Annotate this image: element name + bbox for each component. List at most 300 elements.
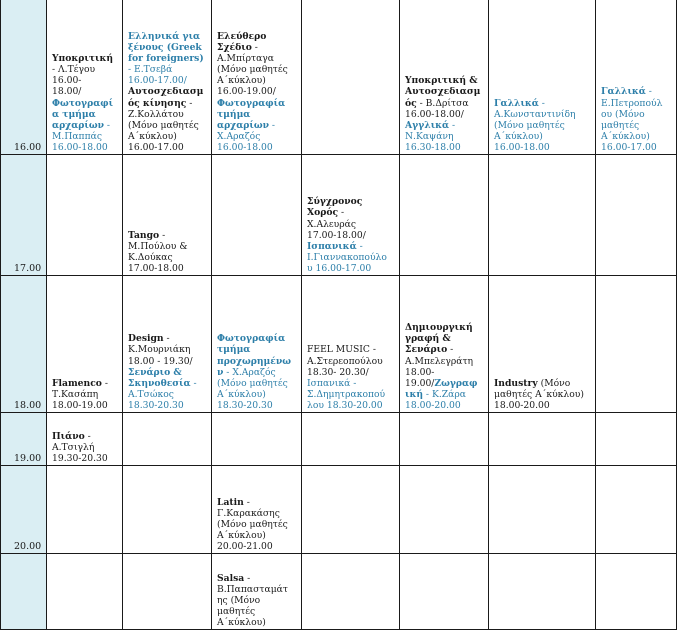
entry-line: [405, 131, 486, 142]
entry-text: Ε.Πετροπούλ: [601, 97, 663, 109]
schedule-cell: [123, 466, 212, 554]
entry-text: Α΄κύκλου): [217, 75, 266, 87]
class-entry: [217, 573, 299, 628]
entry-text: -: [369, 344, 376, 356]
entry-line: [217, 120, 299, 131]
schedule-cell: [47, 276, 123, 413]
schedule-cell: [489, 155, 596, 276]
entry-line: [601, 142, 674, 153]
entry-text: ξένους (Greek: [128, 42, 202, 54]
entry-text: Α΄κύκλου): [128, 130, 177, 142]
entry-line: [128, 31, 209, 42]
entry-text: Σενάριο &: [128, 366, 182, 378]
entry-line: [307, 241, 397, 252]
entry-line: [307, 196, 397, 207]
entry-line: [128, 64, 209, 75]
entry-text: Ελεύθερο: [217, 30, 267, 42]
entry-text: Φωτογραφία: [217, 97, 286, 109]
schedule-cell: [400, 0, 489, 155]
class-entry: [217, 497, 299, 552]
entry-text: λου 18.30-20.00: [307, 399, 383, 411]
class-entry: [405, 75, 486, 153]
entry-text: Φωτογραφί: [52, 97, 114, 109]
entry-line: [405, 98, 486, 109]
schedule-cell: [212, 413, 302, 466]
entry-text: προχωρημένω: [217, 355, 291, 367]
entry-line: [405, 120, 486, 131]
time-label: 20.00: [14, 541, 42, 552]
time-cell: [0, 155, 47, 276]
entry-line: [52, 142, 120, 153]
entry-line: [307, 378, 397, 389]
class-entry: [128, 31, 209, 153]
entry-text: Α.Τσώκος: [128, 388, 174, 400]
entry-text: Industry: [494, 377, 538, 389]
entry-text: τμήμα: [217, 108, 251, 120]
entry-text: -: [449, 119, 456, 131]
schedule-cell: [596, 466, 677, 554]
entry-line: [217, 31, 299, 42]
entry-text: -: [101, 377, 108, 389]
entry-text: Ελληνικά για: [128, 30, 201, 42]
entry-text: Αυτοσχεδιασμ: [128, 86, 204, 98]
entry-text: Α΄κύκλου): [217, 388, 266, 400]
entry-line: [307, 230, 397, 241]
entry-line: [494, 389, 593, 400]
entry-line: [128, 367, 209, 378]
entry-text: 18.00 - 19.30/: [128, 355, 193, 367]
schedule-cell: [489, 0, 596, 155]
time-cell: [0, 466, 47, 554]
entry-text: ός: [405, 97, 417, 109]
entry-text: Ι.Γιαννακοπούλο: [307, 251, 387, 263]
entry-line: [405, 333, 486, 344]
entry-text: Tango: [128, 229, 160, 241]
entry-text: Α΄κύκλου): [601, 130, 650, 142]
time-label: 17.00: [14, 263, 42, 274]
entry-line: [405, 142, 486, 153]
entry-line: [307, 252, 397, 263]
schedule-cell: [302, 466, 400, 554]
entry-line: [405, 400, 486, 411]
entry-text: 16.00-: [52, 75, 82, 87]
entry-line: [128, 400, 209, 411]
entry-text: (Μόνο μαθητές: [494, 119, 565, 131]
entry-text: (Μόνο μαθητές: [217, 377, 288, 389]
entry-text: 16.00-18.00/: [405, 108, 464, 120]
entry-line: [128, 131, 209, 142]
schedule-cell: [400, 155, 489, 276]
entry-line: [307, 389, 397, 400]
schedule-cell: [47, 413, 123, 466]
entry-line: [217, 333, 299, 344]
entry-line: [405, 356, 486, 367]
entry-line: [128, 75, 209, 86]
entry-text: ου (Μόνο: [601, 108, 645, 120]
entry-text: Α.Κωνσταντινίδη: [494, 108, 576, 120]
schedule-cell: [123, 276, 212, 413]
entry-line: [128, 378, 209, 389]
entry-text: -: [251, 42, 258, 54]
time-label: 16.00: [14, 142, 42, 153]
class-entry: [217, 31, 299, 153]
entry-line: [217, 530, 299, 541]
entry-text: Ν.Καψάνη: [405, 130, 454, 142]
entry-text: 16.00-17.00/: [128, 75, 187, 87]
entry-text: Γαλλικά: [494, 97, 539, 109]
schedule-cell: [302, 155, 400, 276]
entry-text: - Κ.Ζάρα: [423, 388, 466, 400]
schedule-cell: [596, 155, 677, 276]
entry-line: [217, 573, 299, 584]
entry-text: 19.00/: [405, 377, 435, 389]
entry-text: αρχαρίων: [217, 119, 269, 131]
schedule-cell: [212, 0, 302, 155]
entry-text: (Μόνο: [537, 377, 571, 389]
entry-text: -: [244, 572, 251, 584]
schedule-cell: [400, 466, 489, 554]
entry-line: [52, 378, 120, 389]
entry-text: 17.00-18.00: [128, 262, 184, 274]
entry-line: [494, 142, 593, 153]
class-entry: [494, 378, 593, 411]
entry-text: 18.30- 20.30/: [307, 366, 369, 378]
entry-line: [128, 263, 209, 274]
entry-text: -: [356, 240, 363, 252]
entry-text: Flamenco: [52, 377, 102, 389]
entry-line: [601, 120, 674, 131]
entry-text: - Β.Δρίτσα: [416, 97, 469, 109]
entry-line: [128, 333, 209, 344]
schedule-cell: [302, 276, 400, 413]
class-entry: [52, 53, 120, 153]
schedule-cell: [212, 466, 302, 554]
entry-line: [217, 519, 299, 530]
entry-text: 16.00-17.00: [601, 141, 657, 153]
entry-line: [217, 142, 299, 153]
class-entry: [494, 98, 593, 153]
entry-line: [128, 109, 209, 120]
entry-text: Σχέδιο: [217, 42, 252, 54]
entry-text: Γαλλικά: [601, 86, 646, 98]
entry-text: (Μόνο μαθητές: [217, 518, 288, 530]
entry-text: (Μόνο μαθητές: [217, 64, 288, 76]
entry-text: Ζ.Κολλάτου: [128, 108, 184, 120]
entry-line: [128, 241, 209, 252]
entry-text: Α.Μπίρταγα: [217, 53, 274, 65]
entry-text: -: [350, 377, 357, 389]
schedule-cell: [212, 554, 302, 630]
entry-text: Αυτοσχεδιασμ: [405, 86, 481, 98]
entry-text: -: [645, 86, 652, 98]
entry-line: [52, 131, 120, 142]
entry-text: 18.00-20.00: [405, 399, 461, 411]
entry-text: 16.00-18.00: [494, 141, 550, 153]
entry-text: Τ.Κασάπη: [52, 388, 99, 400]
entry-line: [494, 109, 593, 120]
entry-line: [307, 367, 397, 378]
entry-text: μαθητές Α΄κύκλου): [494, 388, 584, 400]
entry-text: α τμήμα: [52, 108, 96, 120]
entry-line: [52, 453, 120, 464]
entry-line: [494, 378, 593, 389]
schedule-cell: [123, 554, 212, 630]
entry-text: -: [190, 377, 197, 389]
entry-text: ική: [405, 388, 424, 400]
class-entry: [307, 196, 397, 274]
entry-text: Α΄κύκλου): [217, 529, 266, 541]
entry-line: [217, 98, 299, 109]
schedule-cell: [212, 276, 302, 413]
entry-line: [52, 98, 120, 109]
time-cell: [0, 276, 47, 413]
entry-text: -: [163, 333, 170, 345]
entry-line: [217, 109, 299, 120]
entry-text: Α.Στερεοπούλου: [307, 355, 383, 367]
entry-text: Μ.Πούλου &: [128, 240, 188, 252]
time-cell: [0, 0, 47, 155]
entry-text: 16.00-19.00/: [217, 86, 276, 98]
class-entry: [128, 333, 209, 411]
schedule-cell: [47, 554, 123, 630]
schedule-cell: [596, 276, 677, 413]
entry-text: Design: [128, 333, 164, 345]
entry-line: [217, 541, 299, 552]
entry-text: Α΄κύκλου): [494, 130, 543, 142]
time-label: 19.00: [14, 453, 42, 464]
entry-line: [52, 53, 120, 64]
entry-line: [217, 389, 299, 400]
entry-text: ός κίνησης: [128, 97, 187, 109]
entry-text: FEEL MUSIC: [307, 344, 370, 356]
entry-text: Latin: [217, 496, 244, 508]
entry-text: ν: [217, 366, 224, 378]
entry-text: 16.00-17.00: [128, 141, 184, 153]
entry-text: Α.Μπελεγράτη: [405, 355, 474, 367]
entry-line: [217, 42, 299, 53]
entry-line: [128, 344, 209, 355]
entry-line: [405, 389, 486, 400]
entry-text: Σ.Δημητρακοπού: [307, 388, 386, 400]
entry-text: τμήμα: [217, 344, 251, 356]
entry-line: [52, 400, 120, 411]
entry-text: 16.00-18.00: [217, 141, 273, 153]
entry-line: [128, 252, 209, 263]
schedule-cell: [47, 466, 123, 554]
entry-line: [307, 400, 397, 411]
entry-line: [494, 400, 593, 411]
entry-line: [52, 75, 120, 86]
entry-text: Κ.Δούκας: [128, 251, 173, 263]
entry-line: [601, 98, 674, 109]
schedule-cell: [400, 276, 489, 413]
entry-line: [307, 219, 397, 230]
entry-line: [217, 64, 299, 75]
class-entry: [52, 378, 120, 411]
entry-text: Α΄κύκλου): [217, 616, 266, 628]
entry-text: Α.Τσιγλή: [52, 441, 95, 453]
entry-line: [307, 207, 397, 218]
entry-line: [405, 322, 486, 333]
entry-line: [52, 120, 120, 131]
entry-text: -: [268, 119, 276, 131]
entry-line: [217, 86, 299, 97]
entry-line: [128, 389, 209, 400]
entry-text: αρχαρίων: [52, 119, 104, 131]
entry-line: [217, 497, 299, 508]
schedule-cell: [596, 554, 677, 630]
entry-text: 18.30-20.30: [128, 399, 184, 411]
entry-text: Χορός: [307, 207, 339, 219]
entry-text: γραφή &: [405, 333, 451, 345]
entry-text: Χ.Αραζός: [217, 130, 261, 142]
entry-text: 16.00-18.00: [52, 141, 108, 153]
entry-text: 16.30-18.00: [405, 141, 461, 153]
entry-line: [217, 584, 299, 595]
entry-line: [217, 508, 299, 519]
entry-line: [217, 378, 299, 389]
time-cell: [0, 413, 47, 466]
entry-text: Β.Παπασταμάτ: [217, 583, 288, 595]
entry-text: Υποκριτική &: [405, 75, 478, 87]
entry-text: Χ.Αλευράς: [307, 218, 357, 230]
entry-text: Κ.Μουρνιάκη: [128, 344, 191, 356]
entry-text: - Ε.Τσεβά: [128, 64, 173, 76]
schedule-cell: [596, 413, 677, 466]
entry-text: for foreigners): [128, 53, 204, 65]
entry-line: [128, 356, 209, 367]
entry-text: Αγγλικά: [405, 119, 450, 131]
entry-text: 18.00-20.00: [494, 399, 550, 411]
schedule-cell: [302, 0, 400, 155]
entry-text: Ισπανικά: [307, 377, 351, 389]
entry-line: [601, 86, 674, 97]
entry-text: Μ.Παππάς: [52, 130, 102, 142]
schedule-cell: [400, 413, 489, 466]
entry-line: [128, 120, 209, 131]
schedule-cell: [123, 0, 212, 155]
entry-text: -: [447, 344, 454, 356]
entry-text: -: [159, 229, 166, 241]
class-entry: [52, 431, 120, 464]
entry-line: [405, 378, 486, 389]
entry-line: [217, 75, 299, 86]
entry-line: [128, 142, 209, 153]
entry-text: μαθητές: [217, 605, 256, 617]
entry-text: 18.00-19.00: [52, 399, 108, 411]
entry-line: [405, 367, 486, 378]
entry-text: Ισπανικά: [307, 240, 357, 252]
entry-line: [217, 606, 299, 617]
entry-text: μαθητές: [601, 119, 640, 131]
entry-line: [217, 53, 299, 64]
entry-line: [52, 389, 120, 400]
entry-text: Σενάριο: [405, 344, 448, 356]
schedule-cell: [302, 413, 400, 466]
entry-line: [405, 86, 486, 97]
schedule-cell: [489, 466, 596, 554]
schedule-cell: [489, 554, 596, 630]
entry-text: - Λ.Τέγου: [52, 64, 96, 76]
entry-text: Δημιουργική: [405, 322, 473, 334]
entry-line: [601, 131, 674, 142]
entry-line: [52, 442, 120, 453]
class-entry: [307, 344, 397, 411]
entry-text: Υποκριτική: [52, 53, 114, 65]
entry-line: [217, 131, 299, 142]
entry-text: Πιάνο: [52, 430, 85, 442]
entry-line: [217, 344, 299, 355]
entry-text: -: [243, 496, 250, 508]
time-label: 18.00: [14, 400, 42, 411]
entry-line: [217, 356, 299, 367]
entry-text: 18.00-: [405, 366, 435, 378]
entry-text: -: [84, 430, 91, 442]
schedule-cell: [212, 155, 302, 276]
entry-text: 17.00-18.00/: [307, 229, 366, 241]
entry-line: [405, 109, 486, 120]
entry-line: [405, 344, 486, 355]
entry-line: [307, 356, 397, 367]
entry-line: [494, 131, 593, 142]
schedule-cell: [302, 554, 400, 630]
entry-text: Φωτογραφία: [217, 333, 286, 345]
entry-text: -: [538, 97, 545, 109]
schedule-cell: [123, 155, 212, 276]
entry-line: [217, 595, 299, 606]
entry-line: [217, 617, 299, 628]
entry-text: (Μόνο μαθητές: [128, 119, 199, 131]
entry-text: Σκηνοθεσία: [128, 377, 191, 389]
entry-line: [52, 431, 120, 442]
entry-line: [494, 120, 593, 131]
entry-text: 18.30-20.30: [217, 399, 273, 411]
entry-line: [128, 98, 209, 109]
entry-line: [128, 53, 209, 64]
class-entry: [217, 333, 299, 411]
entry-line: [128, 230, 209, 241]
entry-text: Σύγχρονος: [307, 196, 363, 208]
schedule-cell: [489, 413, 596, 466]
entry-line: [217, 367, 299, 378]
entry-text: 19.30-20.30: [52, 452, 108, 464]
entry-text: υ 16.00-17.00: [307, 262, 372, 274]
entry-text: Γ.Καρακάσης: [217, 507, 280, 519]
schedule-cell: [400, 554, 489, 630]
class-entry: [128, 230, 209, 274]
schedule-cell: [596, 0, 677, 155]
entry-line: [494, 98, 593, 109]
schedule-cell: [47, 0, 123, 155]
entry-line: [217, 400, 299, 411]
entry-line: [128, 86, 209, 97]
entry-line: [52, 64, 120, 75]
entry-line: [307, 263, 397, 274]
entry-text: - Χ.Αραζός: [223, 366, 276, 378]
schedule-cell: [123, 413, 212, 466]
entry-line: [128, 42, 209, 53]
class-entry: [405, 322, 486, 411]
entry-text: -: [338, 207, 345, 219]
schedule-cell: [47, 155, 123, 276]
entry-text: -: [186, 97, 193, 109]
schedule-cell: [489, 276, 596, 413]
entry-line: [52, 86, 120, 97]
entry-text: ης (Μόνο: [217, 594, 261, 606]
entry-text: 20.00-21.00: [217, 540, 273, 552]
entry-text: 18.00/: [52, 86, 82, 98]
entry-text: Ζωγραφ: [434, 377, 478, 389]
